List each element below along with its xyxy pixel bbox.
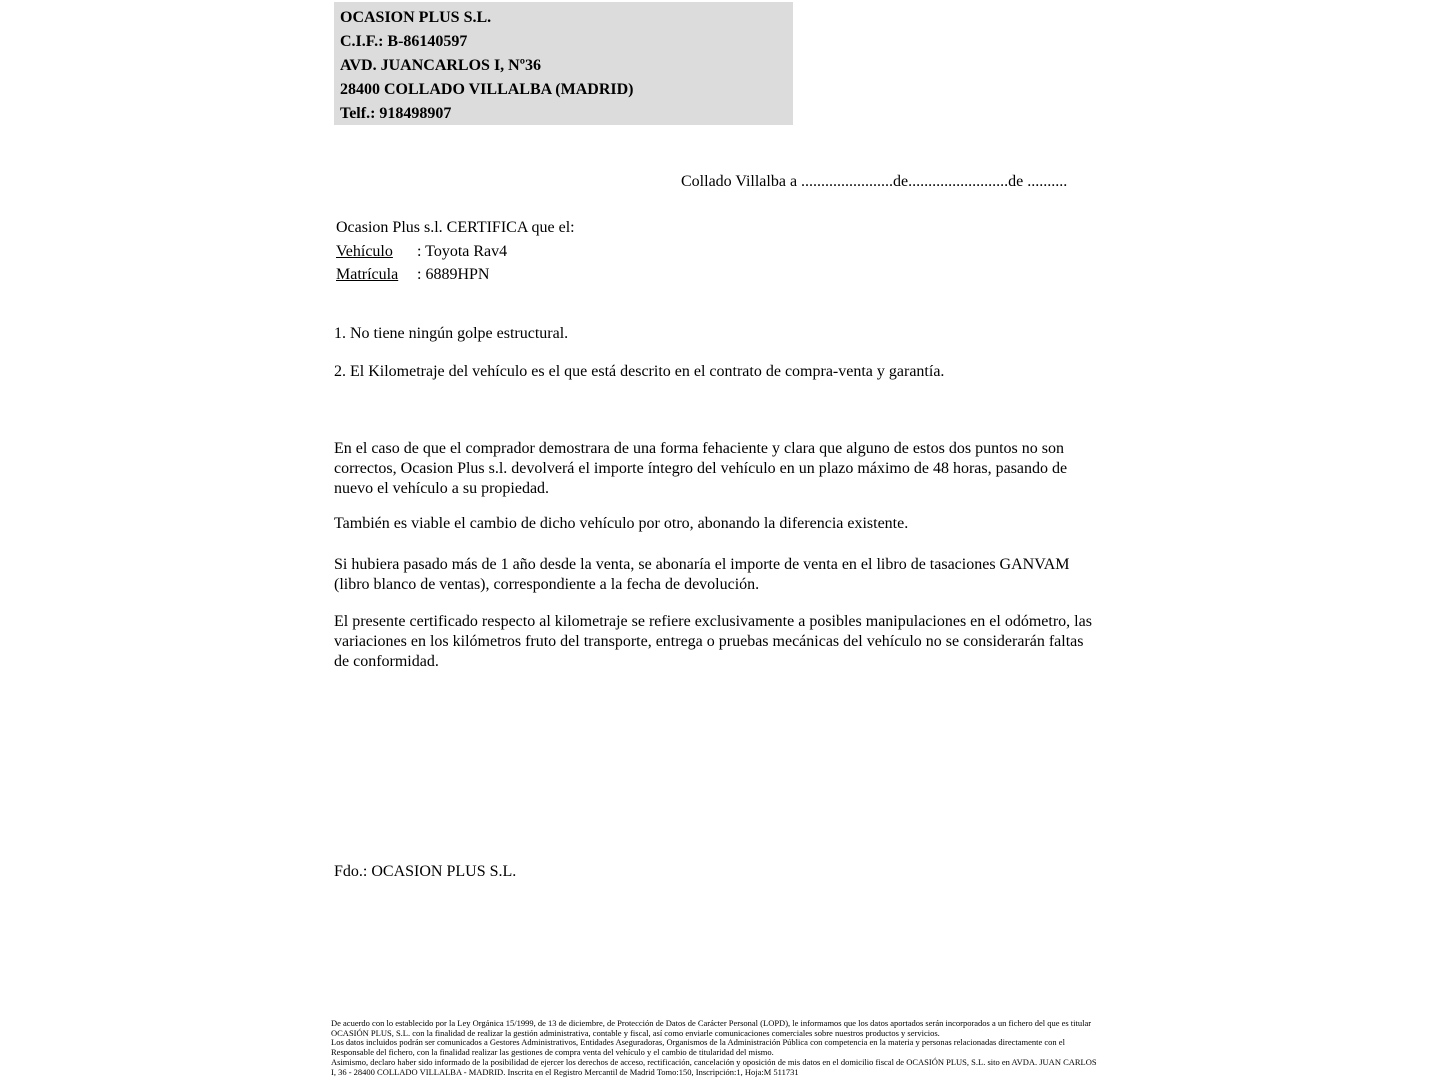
- certification-point-2: 2. El Kilometraje del vehículo es el que está descrito en el contrato de compra-venta y garantía.: [334, 363, 945, 380]
- date-place-line: Collado Villalba a .......................de.........................de ..........: [681, 173, 1068, 190]
- vehicle-row: [336, 240, 575, 264]
- company-phone: Telf.: 918498907: [340, 105, 452, 122]
- certification-point-1: 1. No tiene ningún golpe estructural.: [334, 325, 569, 342]
- plate-row: [336, 263, 575, 287]
- exchange-paragraph: También es viable el cambio de dicho vehículo por otro, abonando la diferencia existente.: [334, 515, 909, 532]
- company-cif: C.I.F.: B-86140597: [340, 33, 468, 50]
- company-city: 28400 COLLADO VILLALBA (MADRID): [340, 81, 634, 98]
- vehicle-value: : Toyota Rav4: [417, 242, 508, 260]
- signature-line: Fdo.: OCASION PLUS S.L.: [334, 863, 517, 880]
- company-header-box: [334, 2, 793, 125]
- company-name: OCASION PLUS S.L.: [340, 9, 492, 26]
- certification-block: [336, 216, 575, 287]
- legal-footer-paragraph-2: Los datos incluidos podrán ser comunicados a Gestores Administrativos, Entidades Aseguradoras, Organismos de la Administración Pública con competencia en la materia y personas relacionadas directamente con el Responsable del fichero, con la finalidad realizar las gestiones de compra venta del vehículo y el cambio de titularidad del mismo.: [331, 1037, 1065, 1058]
- certification-intro: Ocasion Plus s.l. CERTIFICA que el:: [336, 219, 575, 236]
- legal-footer: [331, 1019, 1103, 1077]
- legal-footer-paragraph-3: Asimismo, declaro haber sido informado de la posibilidad de ejercer los derechos de acceso, rectificación, cancelación y oposición de mis datos en el domicilio fiscal de OCASIÓN PLUS, S.L. sito en AVDA. JUAN CARLOS I, 36 - 28400 COLLADO VILLALBA - MADRID. Inscrita en el Registro Mercantil de Madrid Tomo:150, Inscripción:1, Hoja:M 511731: [331, 1056, 1097, 1077]
- refund-paragraph: En el caso de que el comprador demostrara de una forma fehaciente y clara que alguno de estos dos puntos no son correctos, Ocasion Plus s.l. devolverá el importe íntegro del vehículo en un plazo máximo de 48 horas, pasando de nuevo el vehículo a su propiedad.: [334, 440, 1068, 497]
- vehicle-label: Vehículo: [336, 242, 393, 260]
- legal-footer-paragraph-1: De acuerdo con lo establecido por la Ley Orgánica 15/1999, de 13 de diciembre, de Protección de Datos de Carácter Personal (LOPD), le informamos que los datos aportados serán incorporados a un fichero del que es titular OCASIÓN PLUS, S.L. con la finalidad de realizar la gestión administrativa, contable y fiscal, así como enviarle comunicaciones comerciales sobre nuestros productos y servicios.: [331, 1018, 1092, 1038]
- plate-value: : 6889HPN: [417, 266, 490, 283]
- odometer-paragraph: El presente certificado respecto al kilometraje se refiere exclusivamente a posibles manipulaciones en el odómetro, las variaciones en los kilómetros fruto del transporte, entrega o pruebas mecánicas del vehículo no se considerarán faltas de conformidad.: [334, 613, 1092, 670]
- company-address: AVD. JUANCARLOS I, Nº36: [340, 57, 542, 74]
- ganvam-paragraph: Si hubiera pasado más de 1 año desde la venta, se abonaría el importe de venta en el libro de tasaciones GANVAM (libro blanco de ventas), correspondiente a la fecha de devolución.: [334, 556, 1070, 593]
- plate-label: Matrícula: [336, 266, 399, 283]
